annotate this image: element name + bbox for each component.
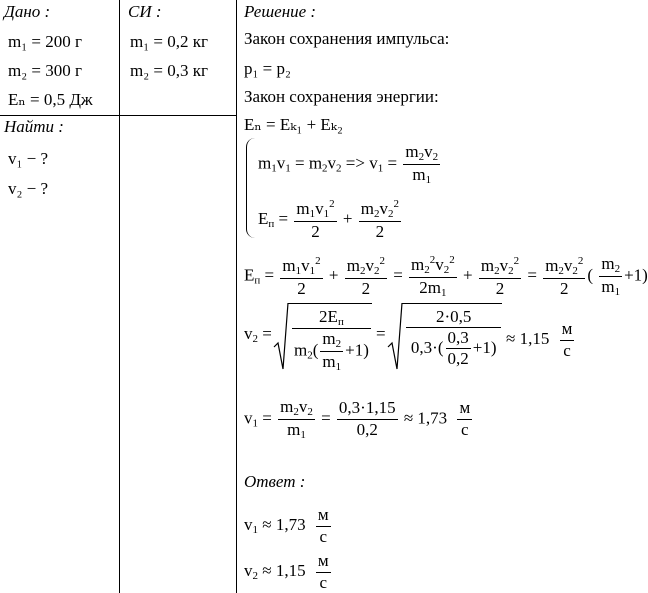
radical-sign-2 xyxy=(388,303,402,373)
equals-sign-1: = xyxy=(376,324,386,343)
system-eq-1: $m_1v_1 = m_2v_2 => v_1$ = $\frac{m_2v_2}{m_1}$ xyxy=(258,142,439,187)
answer-v2: $v_2 \approx 1,15$ $\frac{м}{с}$ xyxy=(244,551,329,592)
si-m1: m₁ = 0,2 кг xyxy=(130,32,208,51)
eq-momentum: p₁ = p₂ xyxy=(244,59,291,78)
radical-bar-1 xyxy=(288,303,372,304)
header-solution: Решение : xyxy=(244,2,317,21)
v1-formula: $v_1$ = $\frac{m_2v_2}{m_1}$ = $\frac{0,3\cdot 1,15}{0,2}$ ≈ 1,73 $\frac{м}{с}$ xyxy=(244,397,471,442)
si-m2: m₂ = 0,3 кг xyxy=(130,61,208,80)
system-brace xyxy=(246,138,255,238)
given-En: Eₙ = 0,5 Дж xyxy=(8,90,93,109)
v2-result: ≈ 1,15 $\frac{м}{с}$ xyxy=(506,319,573,360)
v2-radicand-2: 2·0,5 0,3·( $\frac{0,3}{0,2}$ +1) xyxy=(404,308,503,369)
header-si: СИ : xyxy=(128,2,162,21)
law-energy: Закон сохранения энергии: xyxy=(244,87,439,106)
radical-bar-2 xyxy=(402,303,502,304)
given-m1: m₁ = 200 г xyxy=(8,32,82,51)
header-answer: Ответ : xyxy=(244,472,306,491)
header-given: Дано : xyxy=(4,2,51,21)
system-eq-2: $E_п$ = $\frac{m_1v_1^2}{2}$ + $\frac{m_2v_2^2}{2}$ xyxy=(258,198,399,242)
given-divider xyxy=(0,115,236,116)
eq-energy: Eₙ = Eₖ₁ + Eₖ₂ xyxy=(244,115,343,134)
v2-radicand-1: $2E_п$ $m_2$( $\frac{m_2}{m_1}$ +1) xyxy=(294,307,369,374)
column-divider-2 xyxy=(236,0,237,593)
header-find: Найти : xyxy=(4,117,64,136)
answer-v1: $v_1 \approx 1,73$ $\frac{м}{с}$ xyxy=(244,505,329,546)
find-v2: v₂ − ? xyxy=(8,179,49,198)
law-momentum: Закон сохранения импульса: xyxy=(244,29,450,48)
given-m2: m₂ = 300 г xyxy=(8,61,82,80)
v2-label: $v_2$ = xyxy=(244,324,272,345)
radical-sign-1 xyxy=(274,303,288,373)
energy-derivation: $E_п$ = $\frac{m_1v_1^2}{2}$ + $\frac{m_2v_2^2}{2}$ = $\frac{m_2^2v_2^2}{2m_1}$ + $\frac{m_2v_2^2}{2}$ = $\frac{m_2v_2^2}{2}$ ( $\frac{m_2}{m_1}$ +1) xyxy=(244,254,648,300)
column-divider-1 xyxy=(119,0,120,593)
find-v1: v₁ − ? xyxy=(8,149,49,168)
